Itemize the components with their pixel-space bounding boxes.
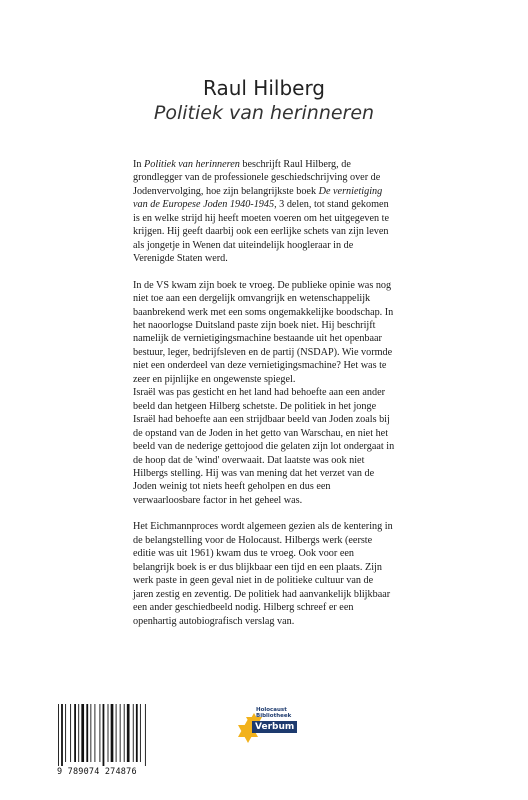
barcode-bar	[108, 704, 109, 762]
barcode-bar	[124, 704, 125, 762]
barcode-bar	[90, 704, 91, 762]
barcode-bar	[120, 704, 121, 762]
blurb-paragraph-2: In de VS kwam zijn boek te vroeg. De publieke opinie was nog niet toe aan een dergelijk omvangrijk en wetenschappelijk baanbrekend werk met een soms ongemakkelijke boodschap. In het naoorlogse Duitsland paste zijn boek niet. Hij beschrijft namelijk de vernietigingsmachine bestaande uit het openbaar bestuur, leger, bedrijfsleven en de partij (NSDAP). Wie vormde niet een onderdeel van deze vernietigingsmachine? Het was te zeer en pijnlijke en ongewenste spiegel.	[133, 279, 394, 385]
barcode-bar	[133, 704, 134, 762]
blurb-paragraph-4: Het Eichmannproces wordt algemeen gezien als de kentering in de belangstelling voor de Holocaust. Hilbergs werk (eerste editie was uit 1961) kwam dus te vroeg. Ook voor een belangrijk boek is er dus blijkbaar een tijd en een plaats. Zijn werk paste in geen geval niet in de politieke cultuur van de jaren zestig en zeventig. De politiek had aanvankelijk blijkbaar een ander geschiedbeeld nodig. Hilberg schreef er een openhartig autobiografisch verslag van.	[133, 521, 393, 627]
barcode-bar	[140, 704, 141, 762]
text-segment: , 3 delen, tot stand gekomen is en welke strijd hij heeft moeten voeren om het uitgegeven te krijgen. Hij geeft daarbij ook een eerlijke schets van zijn leven als jongetje in Wenen dat uiteindelijk hoogleraar in de Verenigde Staten werd.	[133, 199, 390, 265]
barcode-bar	[136, 704, 138, 762]
barcode-bar	[74, 704, 76, 762]
barcode-bar	[94, 704, 95, 762]
back-cover-blurb	[133, 158, 395, 628]
barcode-bar	[111, 704, 114, 762]
barcode-bar	[116, 704, 117, 762]
isbn-number: 9 789074 274876	[57, 767, 137, 777]
italic-title-ref: De vernietiging van de Europese Joden 1940-1945	[133, 185, 383, 211]
barcode-bar	[70, 704, 71, 762]
italic-title-ref: Politiek van herinneren	[144, 159, 240, 170]
publisher-name: Verbum	[252, 721, 297, 733]
publisher-line-2: Bibliotheek	[256, 713, 292, 719]
author-name: Raul Hilberg	[202, 76, 326, 100]
barcode-bar	[127, 704, 130, 762]
publisher-line-1: Holocaust	[256, 707, 287, 713]
isbn-barcode	[57, 700, 149, 778]
barcode-bar	[58, 704, 59, 766]
blurb-paragraph-1	[133, 158, 395, 266]
publisher-logo	[232, 703, 298, 761]
barcode-bar	[81, 704, 84, 762]
barcode-bar	[86, 704, 88, 762]
barcode-bar	[99, 704, 100, 762]
barcode-bar	[78, 704, 79, 762]
barcode-bar	[145, 704, 146, 766]
text-segment: In	[133, 159, 145, 170]
barcode-bar	[65, 704, 66, 762]
blurb-paragraph-3: Israël was pas gesticht en het land had behoefte aan een ander beeld dan hetgeen Hilberg schetste. De politiek in het jonge Israël had behoefte aan een strijdbaar beeld van Joden zoals bij de opstand van de Joden in het getto van Warschau, en niet het beeld van de nederige gettojood die gelaten zijn lot ondergaat in de hoop dat de 'wind' overwaait. Dat laatste was ook niet Hilbergs stelling. Hij was van mening dat het verzet van de Joden weinig tot niets heeft geholpen en dus een verwaarloosbare factor in het geheel was.	[133, 387, 395, 506]
barcode-bar	[103, 704, 105, 766]
text-segment: beschrijft Raul Hilberg, de grondlegger van de professionele geschiedschrijving over de Jodenvervolging, hoe zijn belangrijkste boek	[133, 159, 381, 197]
book-title: Politiek van herinneren	[153, 102, 375, 124]
barcode-bar	[61, 704, 63, 766]
barcode-bars	[57, 704, 147, 766]
